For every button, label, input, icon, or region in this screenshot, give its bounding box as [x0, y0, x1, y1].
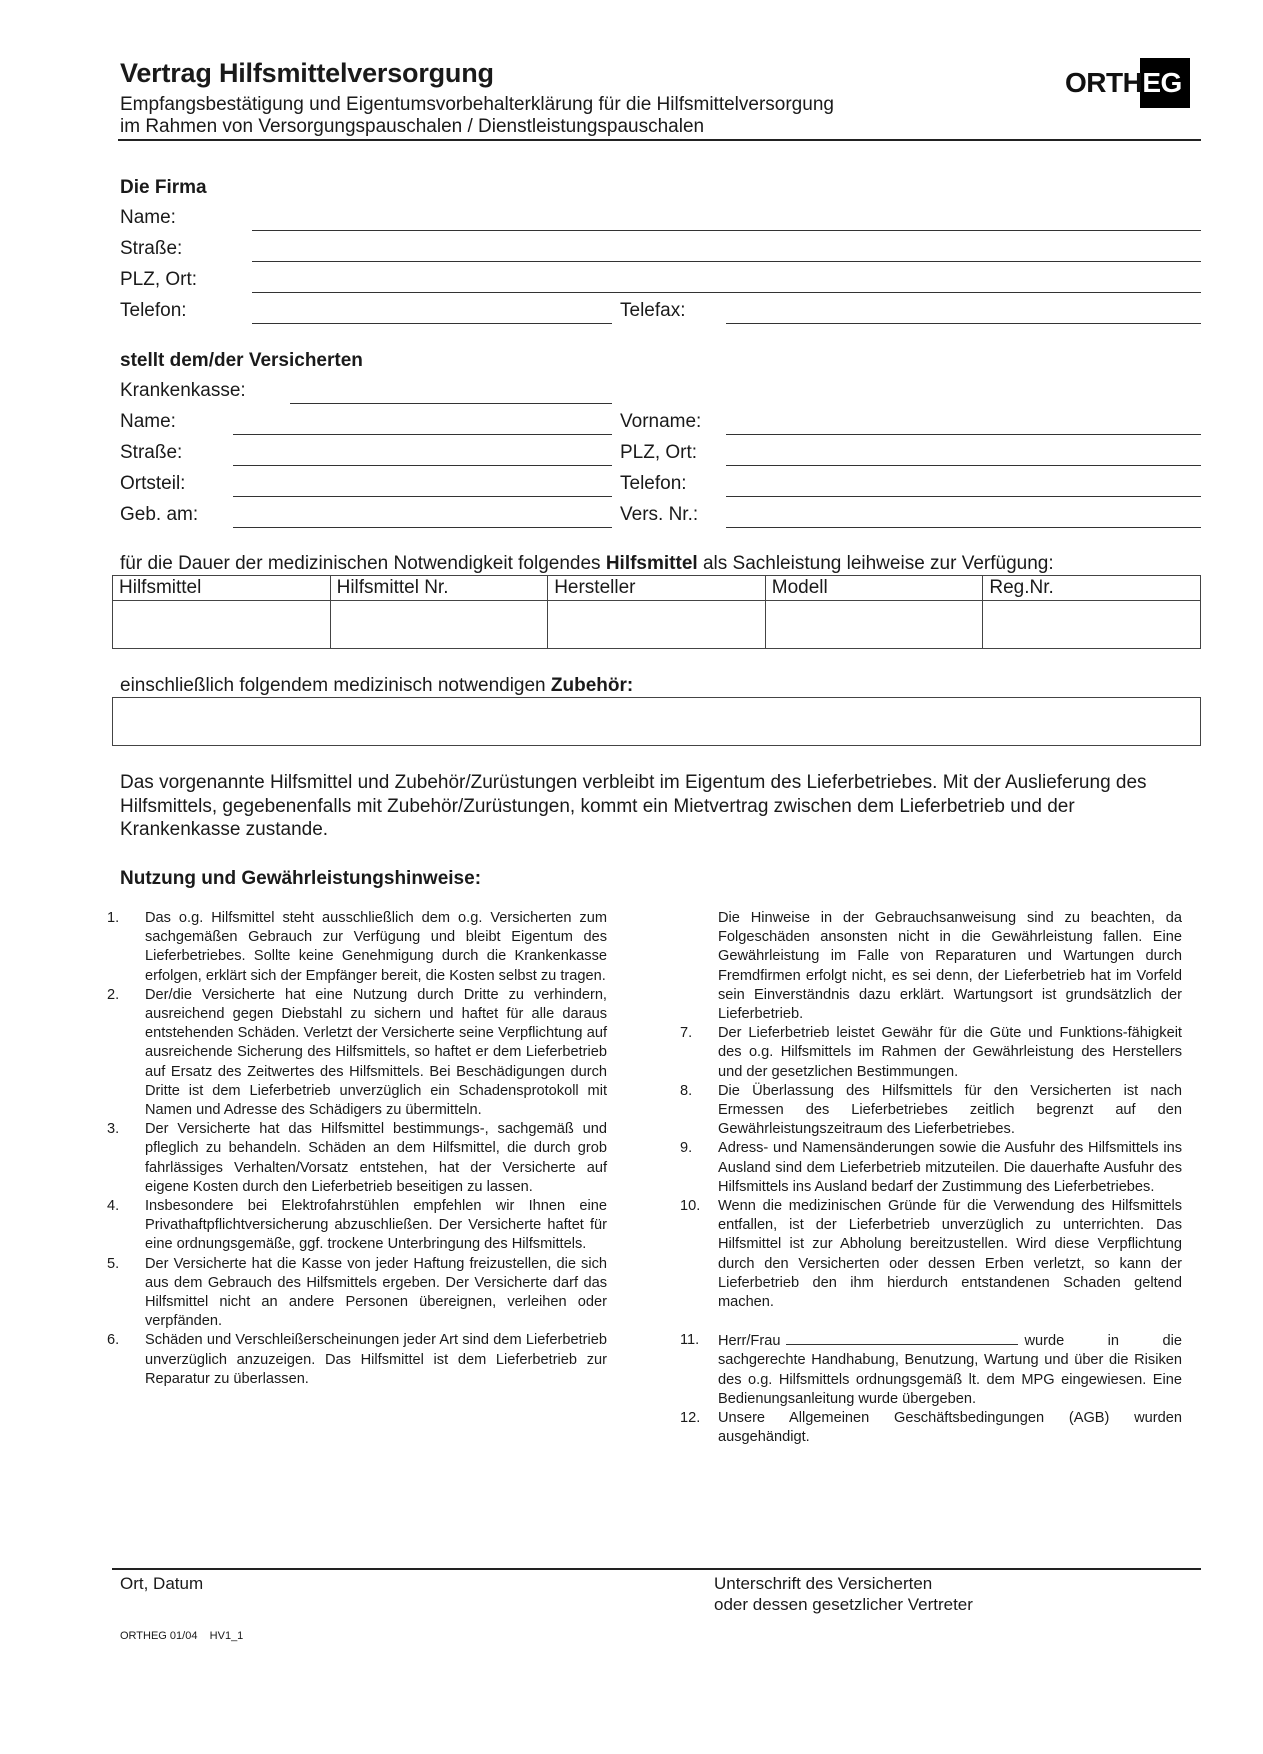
firma-strasse-field[interactable] — [252, 261, 1201, 262]
firma-plz-ort-label: PLZ, Ort: — [120, 269, 198, 290]
firma-telefon-label: Telefon: — [120, 300, 187, 321]
clause-9: 9. Adress- und Namensänderungen sowie die Ausfuhr des Hilfsmittels ins Ausland sind dem Lieferbetrieb mitzuteilen. Die dauerhafte Ausfuhr des Hilfsmittels ins Ausland bedarf der Zustimmung des Lieferbetriebes. — [680, 1140, 1182, 1195]
krankenkasse-field[interactable] — [290, 403, 612, 404]
firma-name-label: Name: — [120, 207, 176, 228]
table-row — [113, 601, 1201, 649]
header-divider — [118, 139, 1201, 141]
firma-telefax-field[interactable] — [726, 323, 1201, 324]
versicherter-telefon-label: Telefon: — [620, 473, 687, 494]
clause-11: 11. Herr/Frau wurde in die sachgerechte Handhabung, Benutzung, Wartung und über die Risiken des o.g. Hilfsmittels ordnungsgemäß lt. dem MPG eingewiesen. Eine Bedienungsanleitung wurde übergeben. — [680, 1332, 1182, 1407]
zubehoer-field[interactable] — [112, 697, 1201, 746]
versicherter-name-field[interactable] — [233, 434, 612, 435]
clause-2: 2. Der/die Versicherte hat eine Nutzung durch Dritte zu verhindern, ausreichend gegen Diebstahl zu sichern und haftet für alle daraus entstehenden Schäden. Verletzt der Versicherte seine Verpflichtung auf ausreichende Sicherung des Hilfsmittels, so haftet er dem Lieferbetrieb auf Ersatz des Zeitwertes des Hilfsmittels. Bei Beschädigungen durch Dritte ist dem Lieferbetrieb unverzüglich ein Schadensprotokoll mit Namen und Adresse des Schädigers zu übermitteln. — [107, 986, 607, 1119]
clause-6: 6. Schäden und Verschleißerscheinungen jeder Art sind dem Lieferbetrieb unverzüglich anzuzeigen. Das Hilfsmittel ist dem Lieferbetrieb zur Reparatur zu überlassen. — [107, 1332, 607, 1387]
unterschrift-label-line2: oder dessen gesetzlicher Vertreter — [714, 1595, 973, 1614]
geb-am-field[interactable] — [233, 527, 612, 528]
column-header-hilfsmittel: Hilfsmittel — [113, 576, 331, 601]
eigentum-paragraph: Das vorgenannte Hilfsmittel und Zubehör/Zurüstungen verbleibt im Eigentum des Lieferbetriebes. Mit der Auslieferung des Hilfsmittels, gegebenenfalls mit Zubehör/Zurüstungen, kommt ein Mietvertrag zwischen dem Lieferbetrieb und der Krankenkasse zustande. — [120, 772, 1147, 840]
versicherter-strasse-field[interactable] — [233, 465, 612, 466]
firma-plz-ort-field[interactable] — [252, 292, 1201, 293]
clause-1: 1. Das o.g. Hilfsmittel steht ausschließlich dem o.g. Versicherten zum sachgemäßen Gebrauch zur Verfügung und bleibt Eigentum des Lieferbetriebes. Sollte keine Genehmigung durch die Krankenkasse erfolgen, erklärt sich der Empfänger bereit, die Kosten selbst zu tragen. — [107, 910, 607, 984]
vers-nr-field[interactable] — [726, 527, 1201, 528]
column-header-modell: Modell — [765, 576, 983, 601]
versicherter-heading: stellt dem/der Versicherten — [120, 350, 363, 371]
document-subtitle-line1: Empfangsbestätigung und Eigentumsvorbehalterklärung für die Hilfsmittelversorgung — [120, 94, 834, 115]
hilfsmittel-table — [112, 575, 1201, 649]
vorname-label: Vorname: — [620, 411, 702, 432]
hinweise-heading: Nutzung und Gewährleistungshinweise: — [120, 868, 482, 889]
versicherter-plz-ort-label: PLZ, Ort: — [620, 442, 698, 463]
versicherter-plz-ort-field[interactable] — [726, 465, 1201, 466]
firma-heading: Die Firma — [120, 177, 207, 198]
signature-line[interactable] — [112, 1568, 1201, 1570]
cell-hersteller[interactable] — [548, 601, 766, 649]
logo-text-dark: ORTH — [1065, 67, 1143, 98]
column-header-hilfsmittel-nr: Hilfsmittel Nr. — [330, 576, 548, 601]
vers-nr-label: Vers. Nr.: — [620, 504, 699, 525]
clause-6-continuation: Die Hinweise in der Gebrauchsanweisung sind zu beachten, da Folgeschäden ansonsten nicht in die Gewährleistung fallen. Eine Gewährleistung im Falle von Reparaturen und Wartungen durch Fremdfirmen erfolgt nicht, es sei denn, der Lieferbetrieb hat im Vorfeld sein Einverständnis dazu erklärt. Wartungsort ist grundsätzlich der Lieferbetrieb. — [718, 910, 1182, 1023]
document-subtitle-line2: im Rahmen von Versorgungspauschalen / Dienstleistungspauschalen — [120, 116, 705, 137]
cell-hilfsmittel[interactable] — [113, 601, 331, 649]
hinweise-right-column — [680, 909, 1182, 1447]
firma-telefon-field[interactable] — [252, 323, 612, 324]
unterschrift-label-line1: Unterschrift des Versicherten — [714, 1574, 933, 1593]
zubehoer-intro: einschließlich folgendem medizinisch notwendigen Zubehör: — [120, 675, 634, 696]
clause-5: 5. Der Versicherte hat die Kasse von jeder Haftung freizustellen, die sich aus dem Gebrauch des Hilfsmittels ergeben. Der Versicherte darf das Hilfsmittel nicht an andere Personen übereignen, verleihen oder verpfänden. — [107, 1255, 607, 1330]
form-code: ORTHEG 01/04 HV1_1 — [120, 1630, 244, 1642]
logo-text-light: EG — [1142, 67, 1182, 98]
krankenkasse-label: Krankenkasse: — [120, 380, 246, 401]
cell-hilfsmittel-nr[interactable] — [330, 601, 548, 649]
hinweise-left-column — [107, 909, 607, 1389]
clause-4: 4. Insbesondere bei Elektrofahrstühlen empfehlen wir Ihnen eine Privathaftpflichtversicherung abzuschließen. Der Versicherte haftet für eine ordnungsgemäße, ggf. trockene Unterbringung des Hilfsmittels. — [107, 1198, 607, 1253]
versicherter-name-label: Name: — [120, 411, 176, 432]
ortsteil-field[interactable] — [233, 496, 612, 497]
firma-strasse-label: Straße: — [120, 238, 183, 259]
column-header-hersteller: Hersteller — [548, 576, 766, 601]
vorname-field[interactable] — [726, 434, 1201, 435]
versicherter-strasse-label: Straße: — [120, 442, 183, 463]
clause-3: 3. Der Versicherte hat das Hilfsmittel bestimmungs-, sachgemäß und pfleglich zu behandeln. Schäden an dem Hilfsmittel, die durch grob fahrlässiges Verhalten/Vorsatz entstehen, hat der Versicherte auf eigene Kosten durch den Lieferbetrieb beseitigen zu lassen. — [107, 1121, 607, 1195]
cell-reg-nr[interactable] — [983, 601, 1201, 649]
table-header-row — [113, 576, 1201, 601]
geb-am-label: Geb. am: — [120, 504, 199, 525]
hilfsmittel-intro: für die Dauer der medizinischen Notwendigkeit folgendes Hilfsmittel als Sachleistung leihweise zur Verfügung: — [120, 553, 1054, 574]
firma-name-field[interactable] — [252, 230, 1201, 231]
versicherter-telefon-field[interactable] — [726, 496, 1201, 497]
ortsteil-label: Ortsteil: — [120, 473, 186, 494]
clause-12: 12. Unsere Allgemeinen Geschäftsbedingungen (AGB) wurden ausgehändigt. — [680, 1410, 1182, 1446]
firma-telefax-label: Telefax: — [620, 300, 686, 321]
clause-7: 7. Der Lieferbetrieb leistet Gewähr für die Güte und Funktions-fähigkeit des o.g. Hilfsmittels im Rahmen der Gewährleistung des Herstellers und der gesetzlichen Bestimmungen. — [680, 1025, 1182, 1080]
ortheg-logo — [1065, 58, 1190, 108]
ort-datum-label: Ort, Datum — [120, 1574, 204, 1593]
clause-8: 8. Die Überlassung des Hilfsmittels für den Versicherten ist nach Ermessen des Lieferbetriebes zeitlich begrenzt auf den Gewährleistungszeitraum des Lieferbetriebes. — [680, 1082, 1182, 1138]
document-title: Vertrag Hilfsmittelversorgung — [120, 58, 494, 88]
cell-modell[interactable] — [765, 601, 983, 649]
column-header-reg-nr: Reg.Nr. — [983, 576, 1201, 601]
clause-10: 10. Wenn die medizinischen Gründe für die Verwendung des Hilfsmittels entfallen, ist der Lieferbetrieb unverzüglich zu unterrichten. Das Hilfsmittel ist zur Abholung bereitzustellen. Wird diese Verpflichtung durch den Versicherten oder dessen Erben verletzt, so kann der Lieferbetrieb den ihm hierdurch entstandenen Schaden geltend machen. — [680, 1198, 1182, 1311]
herr-frau-name-field[interactable] — [786, 1331, 1018, 1345]
